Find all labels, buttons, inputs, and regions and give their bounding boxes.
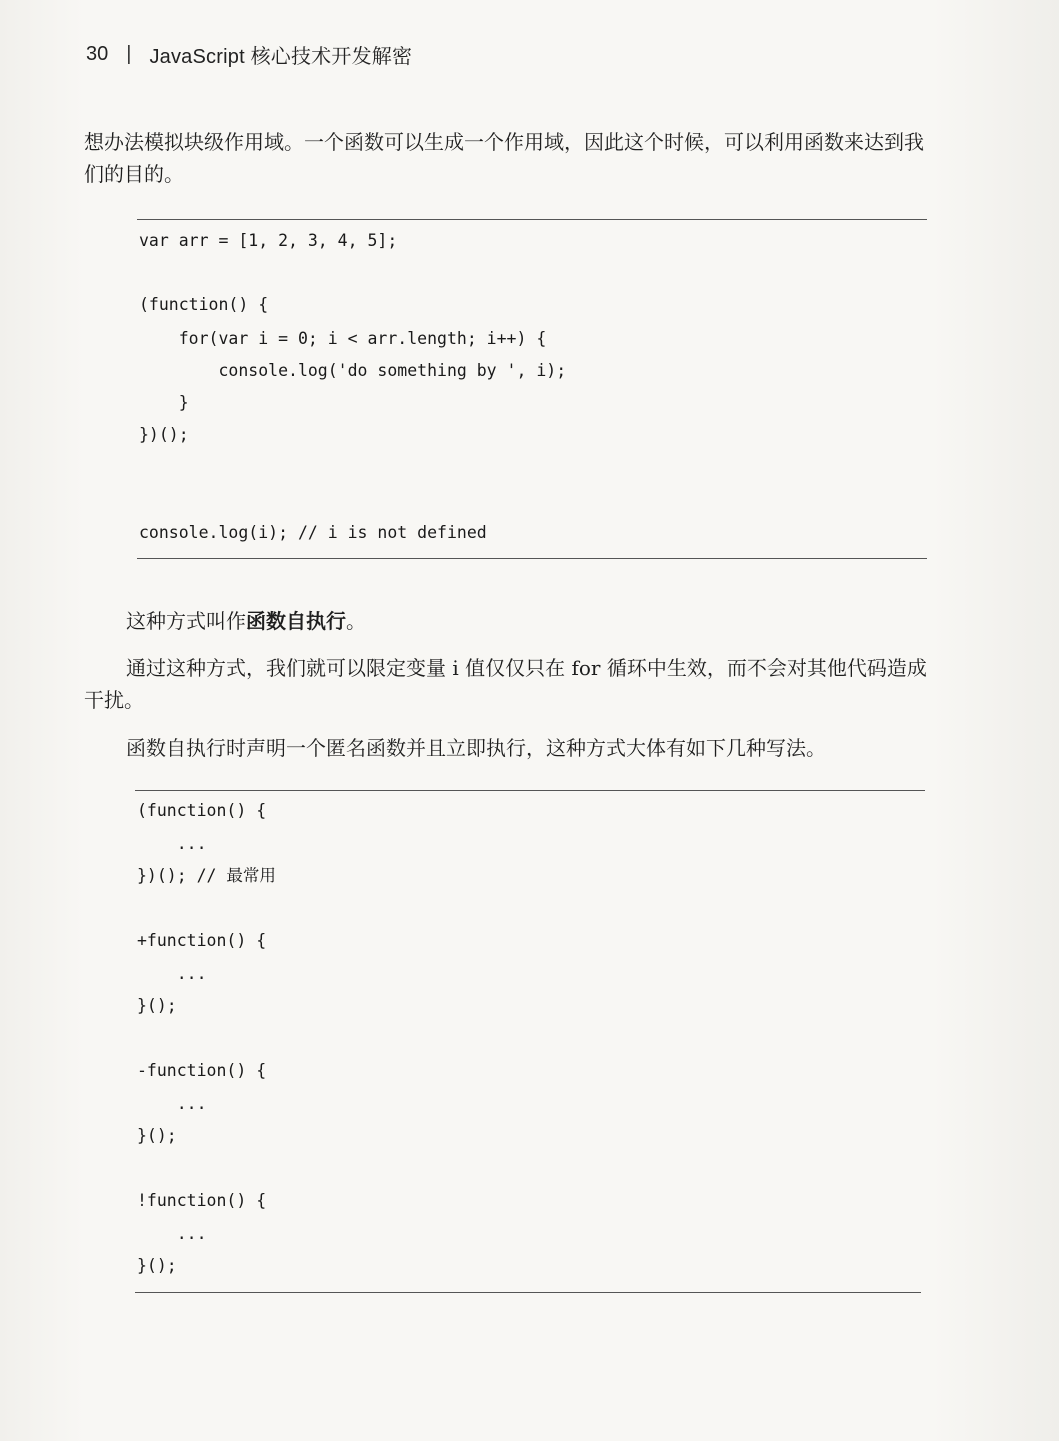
page-header — [86, 40, 412, 68]
code-block-1-top-rule — [137, 219, 927, 220]
code-block-1-bottom-rule — [137, 558, 927, 559]
p2-prefix: 这种方式叫作 — [126, 609, 246, 633]
code-line: console.log('do something by ', i); — [139, 361, 567, 380]
p3-line-2: 干扰。 — [84, 688, 144, 712]
intro-line-1: 想办法模拟块级作用域。一个函数可以生成一个作用域，因此这个时候，可以利用函数来达到我 — [84, 130, 924, 154]
code-line: })(); // 最常用 — [137, 866, 276, 885]
paragraph-self-executing — [84, 605, 994, 637]
code-line: (function() { — [137, 801, 267, 820]
intro-paragraph — [84, 126, 994, 190]
code-line: (function() { — [139, 295, 269, 314]
book-title: JavaScript 核心技术开发解密 — [149, 45, 413, 68]
code-line: +function() { — [137, 931, 267, 950]
code-block-2-bottom-rule — [135, 1292, 921, 1293]
code-line: console.log(i); // i is not defined — [139, 523, 487, 542]
intro-line-2: 们的目的。 — [84, 162, 184, 186]
p2-bold-term: 函数自执行 — [246, 609, 346, 633]
code-line: ... — [137, 964, 207, 983]
code-line: } — [139, 393, 189, 412]
code-block-2-top-rule — [135, 790, 925, 791]
code-line: !function() { — [137, 1191, 267, 1210]
p2-suffix: 。 — [346, 609, 366, 633]
code-line: ... — [137, 1094, 207, 1113]
code-line: })(); — [139, 425, 189, 444]
code-line: -function() { — [137, 1061, 267, 1080]
p3-line-1: 通过这种方式，我们就可以限定变量 i 值仅仅只在 for 循环中生效，而不会对其他代码造成 — [126, 656, 927, 680]
header-separator: | — [126, 42, 132, 65]
code-line: var arr = [1, 2, 3, 4, 5]; — [139, 231, 398, 250]
paragraph-scope-limit — [84, 652, 994, 716]
code-line: ... — [137, 1224, 207, 1243]
code-line: }(); — [137, 996, 177, 1015]
code-line: for(var i = 0; i < arr.length; i++) { — [139, 329, 547, 348]
code-line: ... — [137, 834, 207, 853]
code-line: }(); — [137, 1126, 177, 1145]
paragraph-syntax-forms: 函数自执行时声明一个匿名函数并且立即执行，这种方式大体有如下几种写法。 — [126, 736, 826, 760]
code-line: }(); — [137, 1256, 177, 1275]
page-number: 30 — [86, 42, 109, 65]
